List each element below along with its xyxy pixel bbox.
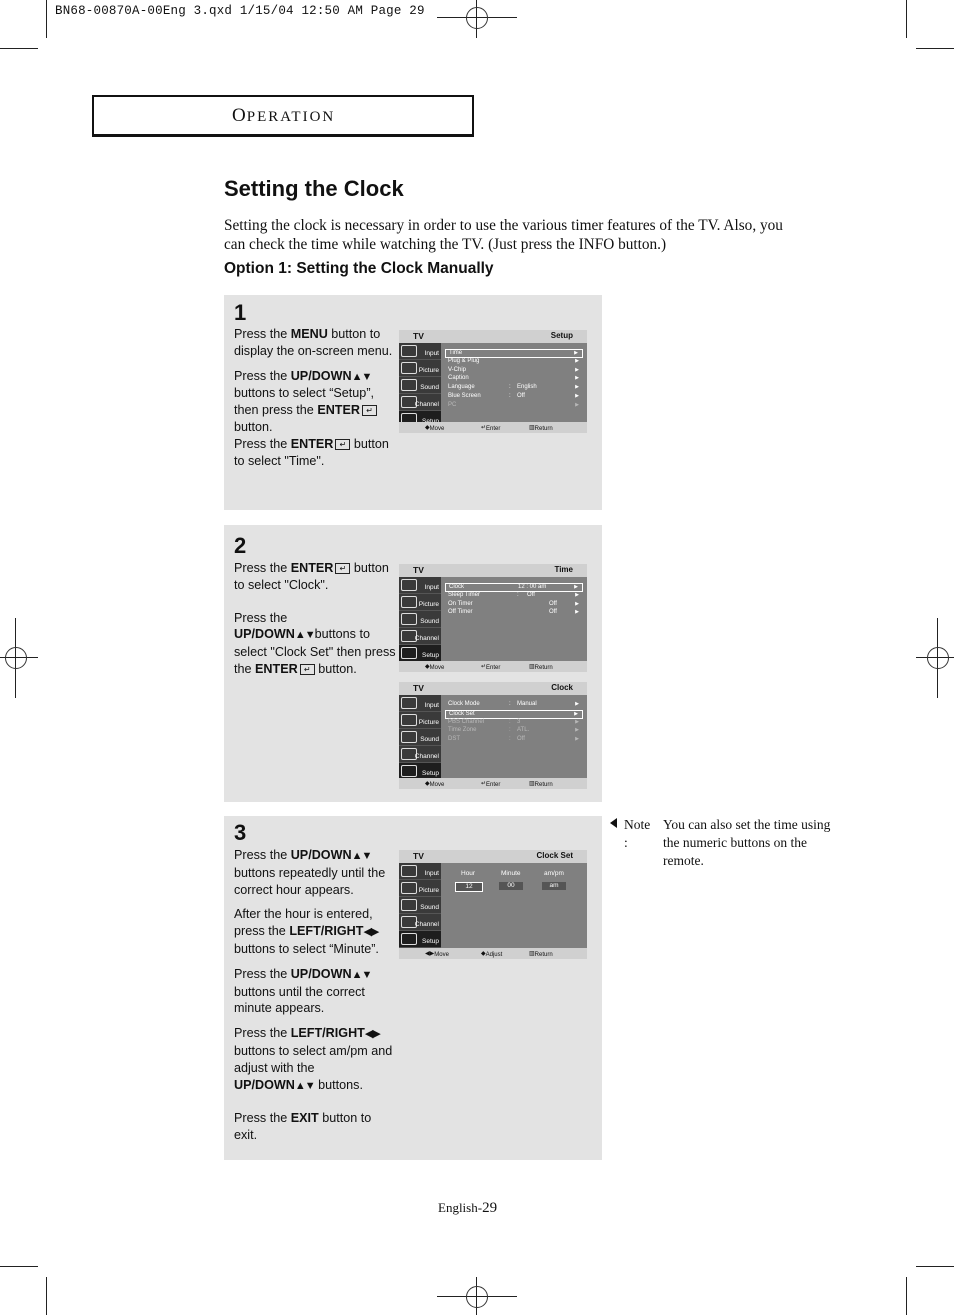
crop-mark bbox=[0, 1266, 38, 1267]
tv-sidebar: Input Picture Sound Channel Setup bbox=[399, 863, 441, 948]
registration-mark bbox=[466, 1286, 488, 1308]
step-panel-3 bbox=[224, 816, 602, 1160]
tv-sidebar: Input Picture Sound Channel Setup bbox=[399, 695, 441, 780]
step-text: Press the ENTER ↵ button to select "Clock". Press the UP/DOWN▲▼buttons to select "Clock Set" then press the ENTER ↵ button. bbox=[234, 561, 396, 676]
option-heading: Option 1: Setting the Clock Manually bbox=[224, 260, 494, 277]
menu-row-clock-set: Clock Set ▶ bbox=[445, 710, 583, 719]
note-text: You can also set the time using the numeric buttons on the remote. bbox=[663, 817, 831, 868]
crop-mark bbox=[46, 1277, 47, 1315]
menu-row-time: Time ▶ bbox=[445, 349, 583, 358]
crop-mark bbox=[0, 48, 38, 49]
step-number: 3 bbox=[234, 820, 247, 845]
crop-mark bbox=[906, 0, 907, 38]
intro-paragraph: Setting the clock is necessary in order to use the various timer features of the TV. Also, you can check the time while watching the TV. (Just press the INFO button.) bbox=[224, 217, 783, 253]
page-footer: English-29 bbox=[438, 1200, 498, 1216]
crop-mark bbox=[906, 1277, 907, 1315]
section-title: OPERATION bbox=[232, 105, 336, 126]
step-text: Press the UP/DOWN▲▼ buttons repeatedly until the correct hour appears. After the hour is entered, press the LEFT/RIGHT◀▶ buttons to select “Minute”. Press the UP/DOWN▲▼ buttons until the correct minute appears. Press the LEFT/RIGHT◀▶ buttons to select am/pm and adjust with the UP/DOWN▲▼ buttons. Press the EXIT button to exit. bbox=[234, 848, 393, 1143]
registration-mark bbox=[927, 647, 949, 669]
clockset-header: Minute bbox=[501, 870, 521, 877]
menu-row-clock: Clock 12 : 00 am ▶ bbox=[445, 583, 583, 592]
tv-screen-setup: TV Setup Input Picture Sound Channel Time ▶ Plug & Plug ▶ V-Chip ▶ Caption ▶ Language : English ▶ Blue Screen : Off ▶ PC ▶ ◆ Move ↵ Enter ▥ Return bbox=[399, 330, 587, 433]
tv-screen-time: TV Time Input Picture Sound Channel Setup Clock 12 : 00 am ▶ Sleep Timer : Off ▶ On Timer Off ▶ Off Timer Off ▶ ◆ Move ↵ Enter ▥ Return bbox=[399, 564, 587, 672]
clockset-header: Hour bbox=[461, 870, 476, 877]
step-number: 1 bbox=[234, 300, 247, 325]
minute-field: 00 bbox=[499, 882, 523, 890]
step-panel-2 bbox=[224, 525, 602, 802]
ampm-field: am bbox=[542, 882, 566, 890]
step-text: Press the MENU button to display the on-screen menu. Press the UP/DOWN▲▼ buttons to select “Setup”, then press the ENTER ↵ button. Press the ENTER ↵ button to select "Time". bbox=[234, 327, 393, 468]
page-title: Setting the Clock bbox=[224, 176, 404, 201]
tv-screen-clock-set: TV Clock Set Input Picture Sound Channel Setup Hour Minute am/pm 12 00 am ◀▶ Move ◆ Adjust ▥ Return bbox=[399, 850, 587, 959]
step-number: 2 bbox=[234, 533, 247, 558]
section-header bbox=[92, 95, 474, 137]
note-label: Note : bbox=[624, 817, 651, 850]
note-pointer-icon bbox=[610, 818, 617, 828]
registration-mark bbox=[5, 647, 27, 669]
crop-mark bbox=[916, 48, 954, 49]
file-header: BN68-00870A-00Eng 3.qxd 1/15/04 12:50 AM Page 29 bbox=[55, 4, 425, 18]
tv-sidebar: Input Picture Sound Channel bbox=[399, 343, 441, 428]
hour-field: 12 bbox=[455, 882, 483, 892]
clockset-header: am/pm bbox=[544, 870, 564, 877]
tv-sidebar: Input Picture Sound Channel Setup bbox=[399, 577, 441, 662]
step-panel-1 bbox=[224, 295, 602, 510]
page-number: 29 bbox=[482, 1200, 498, 1216]
crop-mark bbox=[916, 1266, 954, 1267]
registration-mark bbox=[466, 7, 488, 29]
crop-mark bbox=[46, 0, 47, 38]
tv-screen-clock: TV Clock Input Picture Sound Channel Setup Clock Mode : Manual ▶ Clock Set ▶ PBS Channel : 3 ▶ Time Zone : ATL. ▶ DST : Off ▶ ◆ Move ↵ Enter ▥ Return bbox=[399, 682, 587, 789]
